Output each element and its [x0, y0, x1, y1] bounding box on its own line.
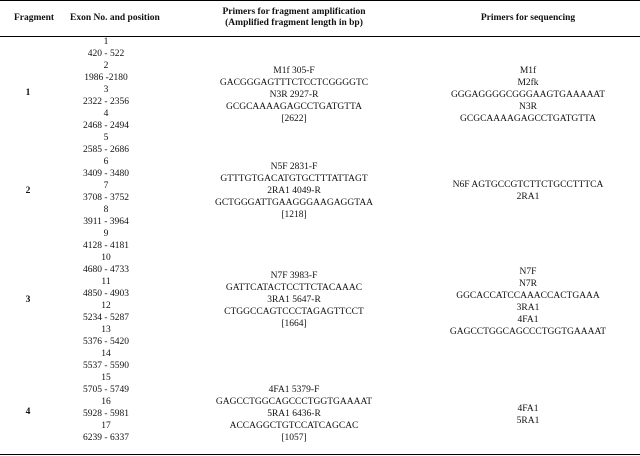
sequencing-line: 4FA1 [517, 404, 539, 414]
exon-line: 2322 - 2356 [83, 97, 129, 107]
exon-line: 3911 - 3964 [83, 217, 129, 227]
amplification-line: N5F 2831-F [270, 162, 318, 172]
sequencing-line: GAGCCTGGCAGCCCTGGTGAAAAT [449, 327, 607, 337]
sequencing-line: N6F AGTGCCGTCTTCTGCCTTTCA [452, 180, 604, 190]
amplification-line: [2622] [281, 114, 307, 124]
header-sequencing: Primers for sequencing [480, 13, 576, 23]
exon-line: 3708 - 3752 [83, 193, 129, 203]
exon-line: 9 [103, 229, 109, 239]
header-amplification-line2: (Amplified fragment length in bp) [225, 18, 363, 29]
sequencing-line: GGGAGGGGCGGGAAGTGAAAAAT [450, 90, 606, 100]
table-bottom-rule [0, 454, 640, 455]
amplification-line: [1057] [281, 433, 307, 443]
amplification-line: 4FA1 5379-F [268, 385, 320, 395]
exon-line: 16 [101, 397, 111, 407]
header-amplification-line1: Primers for fragment amplification [222, 7, 366, 17]
amplification-line: GCGCAAAAGAGCCTGATGTTA [226, 102, 362, 112]
exon-line: 13 [101, 325, 111, 335]
exon-line: 10 [101, 253, 111, 263]
sequencing-line: M1f [519, 66, 537, 76]
exon-line: 8 [103, 205, 109, 215]
exon-line: 11 [101, 277, 111, 287]
sequencing-line: GCGCAAAAGAGCCTGATGTTA [460, 114, 596, 124]
amplification-line: 3RA1 5647-R [267, 295, 321, 305]
sequencing-line: N7R [519, 279, 537, 289]
exon-line: 4128 - 4181 [83, 241, 129, 251]
amplification-line: GTTTGTGACATGTGCTTTATTAGT [220, 174, 368, 184]
exon-line: 17 [101, 421, 111, 431]
exon-line: 4850 - 4903 [83, 289, 129, 299]
header-exon: Exon No. and position [70, 13, 160, 23]
exon-line: 5705 - 5749 [83, 385, 129, 395]
exon-line: 7 [103, 181, 109, 191]
exon-line: 6 [103, 157, 109, 167]
fragment-number: 3 [25, 295, 31, 305]
exon-line: 14 [101, 349, 111, 359]
amplification-line: GACGGGAGTTTCTCCTCGGGGTC [219, 78, 369, 88]
exon-line: 4680 - 4733 [83, 265, 129, 275]
exon-line: 420 - 522 [87, 49, 125, 59]
amplification-line: 2RA1 4049-R [267, 186, 321, 196]
exon-line: 3 [103, 85, 109, 95]
amplification-line: N7F 3983-F [270, 271, 318, 281]
amplification-line: GCTGGGATTGAAGGGAAGAGGTAA [214, 198, 374, 208]
amplification-line: ACCAGGCTGTCCATCAGCAC [229, 421, 359, 431]
fragment-number: 1 [25, 88, 31, 98]
exon-line: 12 [101, 301, 111, 311]
sequencing-line: N7F [519, 267, 537, 277]
amplification-line: [1218] [281, 210, 307, 220]
sequencing-line: 3RA1 [516, 303, 540, 313]
exon-line: 5537 - 5590 [83, 361, 129, 371]
exon-line: 2585 - 2686 [83, 145, 129, 155]
amplification-line: N3R 2927-R [269, 90, 319, 100]
exon-line: 2 [103, 61, 109, 71]
sequencing-line: 5RA1 [516, 416, 540, 426]
exon-line: 6239 - 6337 [83, 433, 129, 443]
amplification-line: M1f 305-F [273, 66, 315, 76]
exon-line: 4 [103, 109, 109, 119]
sequencing-line: N3R [519, 102, 537, 112]
amplification-line: [1664] [281, 319, 307, 329]
exon-line: 1 [103, 37, 109, 47]
exon-line: 5928 - 5981 [83, 409, 129, 419]
sequencing-line: 2RA1 [516, 192, 540, 202]
amplification-line: CTGGCCAGTCCCTAGAGTTCCT [224, 307, 364, 317]
header-fragment: Fragment [13, 13, 55, 23]
exon-line: 5 [103, 133, 109, 143]
exon-line: 2468 - 2494 [83, 121, 129, 131]
table-top-rule [0, 0, 640, 1]
header-amplification [184, 7, 404, 30]
amplification-line: 5RA1 6436-R [267, 409, 321, 419]
exon-line: 5376 - 5420 [83, 337, 129, 347]
fragment-number: 4 [25, 407, 31, 417]
exon-line: 15 [101, 373, 111, 383]
amplification-line: GAGCCTGGCAGCCCTGGTGAAAAT [215, 397, 373, 407]
sequencing-line: 4FA1 [517, 315, 539, 325]
sequencing-line: M2fk [517, 78, 539, 88]
fragment-number: 2 [25, 186, 31, 196]
sequencing-line: GGCACCATCCAAACCACTGAAA [456, 291, 600, 301]
exon-line: 3409 - 3480 [83, 169, 129, 179]
amplification-line: GATTCATACTCCTTCTACAAAC [225, 283, 363, 293]
exon-line: 5234 - 5287 [83, 313, 129, 323]
exon-line: 1986 -2180 [84, 73, 128, 83]
